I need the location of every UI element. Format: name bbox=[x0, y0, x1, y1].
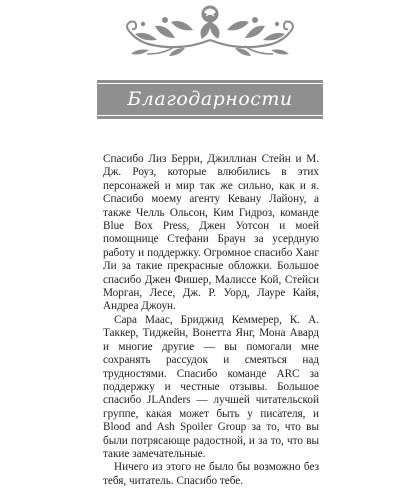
chapter-title: Благодарности bbox=[127, 88, 293, 110]
paragraph: Спасибо Лиз Берри, Джиллиан Стейн и М. Дж. Роуз, которые влюбились в этих персонажей и мир так же сильно, как и я. Спасибо моему агенту Кевану Лайону, а также Челль Ольсон, Ким Гидроз, команде Blue Box Press, Джен Уотсон и моей помощнице Стефани Браун за усердную работу и поддержку. Огромное спасибо Ханг Ли за такие прекрасные обложки. Большое спасибо Джен Фишер, Малиссе Кой, Стейси Морган, Лесе, Дж. Р. Уорд, Лауре Кайя, Андреа Джоун. bbox=[103, 153, 319, 313]
acknowledgements-text bbox=[103, 153, 319, 488]
title-band-top-rule bbox=[97, 83, 323, 84]
floral-ornament-icon bbox=[115, 0, 305, 60]
paragraph: Сара Маас, Бриджид Кеммерер, К. А. Таккер, Тиджейн, Вонетта Янг, Мона Авард и многие другие — вы помогали мне сохранять рассудок и смеяться над трудностями. Спасибо команде ARC за поддержку и честные отзывы. Большое спасибо JLAnders — лучшей читательской группе, какая может быть у писателя, и Blood and Ash Spoiler Group за то, что вы были потрясающе радостной, и за то, что вы такие замечательные. bbox=[103, 313, 319, 460]
paragraph: Ничего из этого не было бы возможно без тебя, читатель. Спасибо тебе. bbox=[103, 461, 319, 487]
title-band-bottom-rule bbox=[97, 115, 323, 116]
chapter-title-band bbox=[97, 80, 323, 119]
